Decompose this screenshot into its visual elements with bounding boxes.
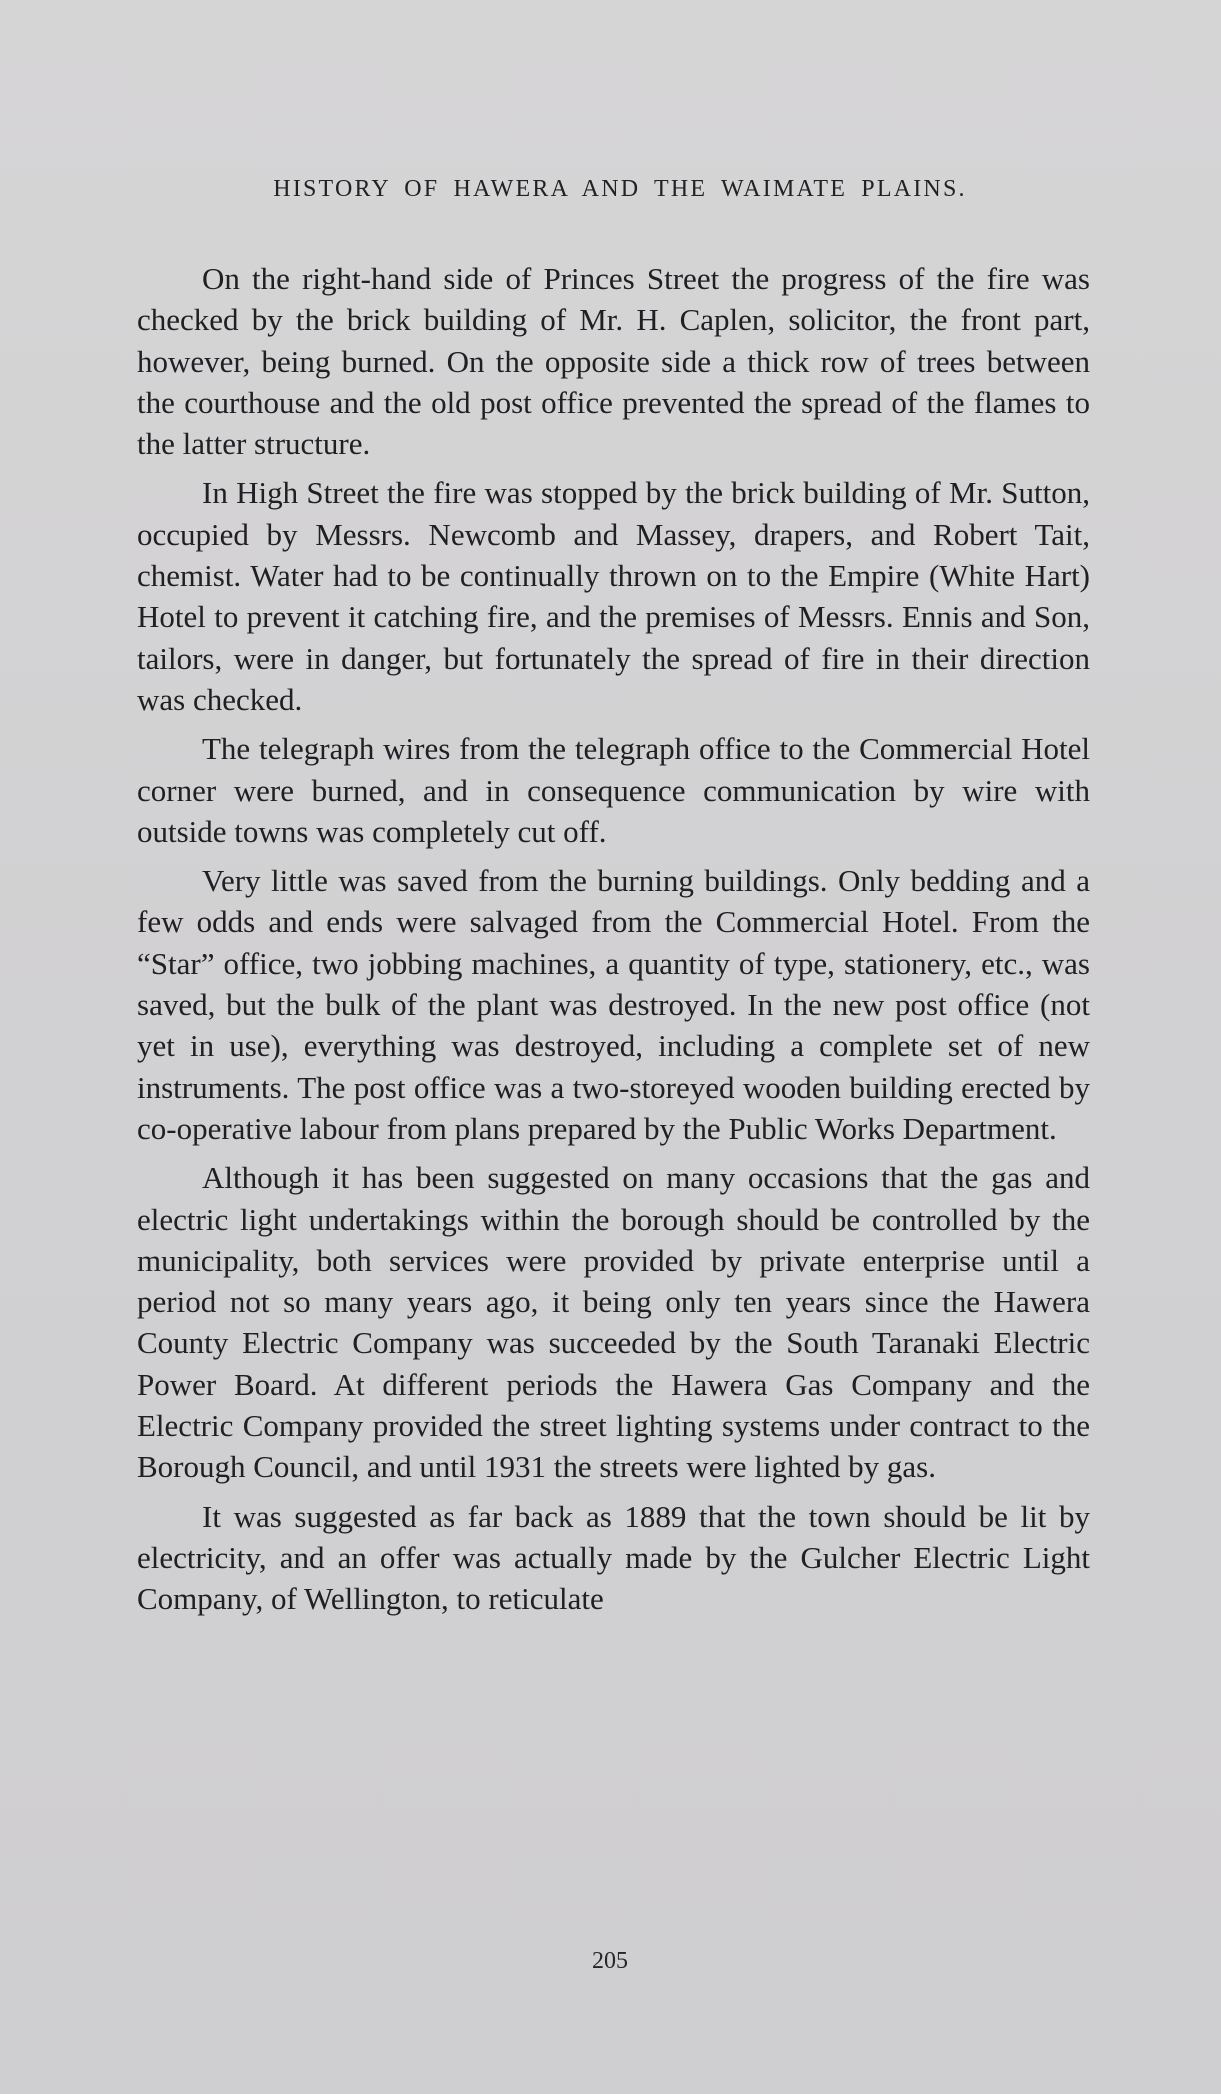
running-head: HISTORY OF HAWERA AND THE WAIMATE PLAINS. (273, 176, 967, 202)
paragraph-high-street: In High Street the fire was stopped by the brick building of Mr. Sutton, occupied by Messrs. Newcomb and Massey, drapers, and Robert Tait, chemist. Water had to be continually thrown on to the Empire (White Hart) Hotel to prevent it catching fire, and the premises of Messrs. Ennis and Son, tailors, were in danger, but fortunately the spread of fire in their direction was checked. (137, 475, 1090, 717)
paragraph-gas-electric: Although it has been suggested on many occasions that the gas and electric light undertakings within the borough should be controlled by the municipality, both services were provided by private enterprise until a period not so many years ago, it being only ten years since the Hawera County Electric Company was succeeded by the South Taranaki Electric Power Board. At different periods the Hawera Gas Company and the Electric Company provided the street lighting systems under contract to the Borough Council, and until 1931 the streets were lighted by gas. (137, 1160, 1090, 1485)
paragraph-electricity-1889: It was suggested as far back as 1889 that the town should be lit by electricity, and an offer was actually made by the Gulcher Electric Light Company, of Wellington, to reticulate (137, 1498, 1090, 1617)
paragraph-telegraph-wires: The telegraph wires from the telegraph office to the Commercial Hotel corner were burned, and in consequence communication by wire with outside towns was completely cut off. (137, 731, 1090, 849)
paragraph-princes-street: On the right-hand side of Princes Street the progress of the fire was checked by the brick building of Mr. H. Caplen, solicitor, the front part, however, being burned. On the opposite side a thick row of trees between the courthouse and the old post office prevented the spread of the flames to the latter structure. (137, 261, 1090, 462)
body-text (137, 258, 1090, 1628)
page-number: 205 (592, 1948, 628, 1974)
paragraph-salvage: Very little was saved from the burning buildings. Only bedding and a few odds and ends were salvaged from the Commercial Hotel. From the “Star” office, two jobbing machines, a quantity of type, stationery, etc., was saved, but the bulk of the plant was destroyed. In the new post office (not yet in use), everything was destroyed, including a complete set of new instruments. The post office was a two-storeyed wooden building erected by co-operative labour from plans prepared by the Public Works Department. (137, 863, 1090, 1146)
